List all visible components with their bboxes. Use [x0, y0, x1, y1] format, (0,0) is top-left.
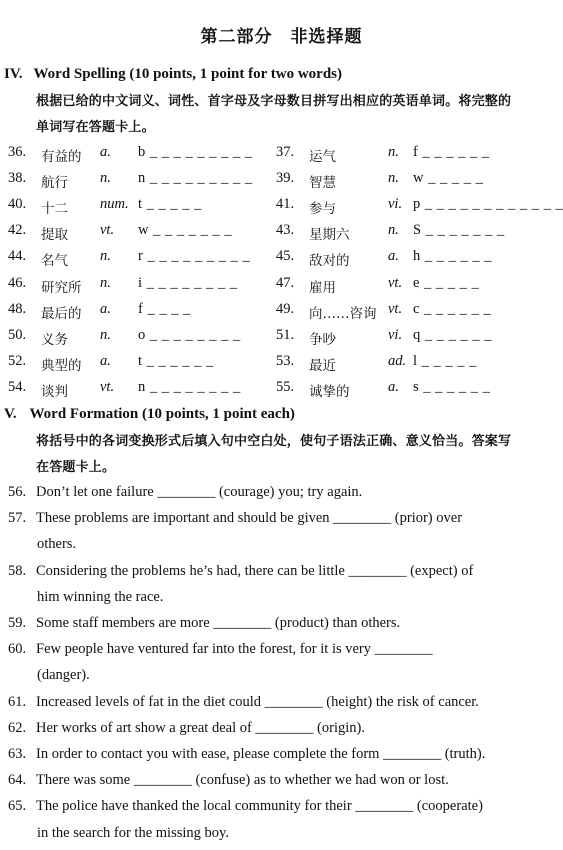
- spelling-item-pos: n.: [388, 144, 399, 160]
- formation-item-number: 63.: [8, 746, 27, 762]
- formation-item-text: The police have thanked the local community for their ________ (cooperate): [36, 798, 483, 815]
- spelling-item-chinese: 谈判: [41, 383, 68, 400]
- spelling-item-number: 48.: [8, 300, 27, 317]
- spelling-item: [276, 170, 556, 192]
- section-iv-heading: [4, 66, 342, 83]
- spelling-item-answer: b _ _ _ _ _ _ _ _ _: [138, 144, 253, 160]
- spelling-item-number: 47.: [276, 274, 295, 291]
- spelling-item-answer: w _ _ _ _ _: [413, 170, 484, 187]
- formation-item: [8, 720, 365, 737]
- spelling-item-answer: c _ _ _ _ _ _: [413, 300, 492, 317]
- formation-item-number: 64.: [8, 772, 27, 789]
- formation-item-continuation: others.: [37, 536, 77, 553]
- spelling-item-pos: n.: [100, 170, 111, 187]
- spelling-item-answer: S _ _ _ _ _ _ _: [413, 222, 505, 239]
- formation-item-text: Increased levels of fat in the diet could ________ (height) the risk of cancer.: [36, 693, 479, 710]
- spelling-item: [8, 327, 288, 349]
- spelling-item-number: 43.: [276, 222, 295, 239]
- spelling-item-chinese: 智慧: [309, 175, 336, 192]
- spelling-item-number: 39.: [276, 170, 295, 187]
- spelling-item-chinese: 最后的: [41, 305, 82, 322]
- spelling-item-pos: vt.: [100, 378, 115, 395]
- spelling-item-answer: o _ _ _ _ _ _ _ _: [138, 326, 241, 343]
- spelling-item-answer: f _ _ _ _: [138, 300, 191, 317]
- spelling-item: [8, 275, 288, 297]
- spelling-item: [276, 327, 556, 349]
- spelling-item: [276, 379, 556, 401]
- formation-item: [8, 746, 485, 763]
- spelling-item: [8, 144, 288, 166]
- spelling-item-pos: n.: [388, 170, 399, 187]
- spelling-item-chinese: 运气: [309, 149, 336, 165]
- formation-item-number: 58.: [8, 562, 27, 579]
- formation-item-number: 60.: [8, 641, 27, 658]
- formation-item: [8, 694, 479, 711]
- spelling-item-chinese: 航行: [41, 175, 68, 192]
- formation-item: [8, 615, 400, 632]
- spelling-item-number: 52.: [8, 352, 27, 369]
- spelling-item: [276, 301, 556, 323]
- spelling-item-answer: t _ _ _ _ _: [138, 196, 202, 213]
- spelling-item-number: 44.: [8, 248, 27, 265]
- spelling-item-answer: i _ _ _ _ _ _ _ _: [138, 274, 238, 291]
- spelling-item-number: 46.: [8, 274, 27, 291]
- spelling-item-pos: a.: [100, 300, 111, 317]
- spelling-item-pos: vt.: [388, 300, 403, 317]
- formation-item-text: Few people have ventured far into the forest, for it is very ________: [36, 641, 433, 658]
- spelling-item-pos: a.: [100, 144, 111, 160]
- formation-item-number: 56.: [8, 484, 27, 500]
- section-iv-instruction-line: 单词写在答题卡上。: [36, 120, 155, 135]
- spelling-item-chinese: 星期六: [309, 227, 350, 244]
- spelling-item: [276, 353, 556, 375]
- formation-item-text: Don’t let one failure ________ (courage) you; try again.: [36, 484, 363, 500]
- formation-item-text: Some staff members are more ________ (product) than others.: [36, 615, 401, 631]
- spelling-item-answer: p _ _ _ _ _ _ _ _ _ _ _ _: [413, 196, 563, 213]
- formation-item-text: These problems are important and should be given ________ (prior) over: [36, 510, 463, 527]
- spelling-item-answer: l _ _ _ _ _: [413, 352, 477, 369]
- section-v-instruction-line: 将括号中的各词变换形式后填入句中空白处，使句子语法正确、意义恰当。答案写: [36, 434, 512, 449]
- spelling-item-chinese: 名气: [41, 253, 68, 270]
- spelling-item-answer: w _ _ _ _ _ _ _: [138, 222, 233, 239]
- spelling-item-answer: q _ _ _ _ _ _: [413, 326, 492, 343]
- spelling-item-pos: a.: [388, 248, 399, 265]
- spelling-item-pos: vi.: [388, 326, 403, 343]
- spelling-item: [8, 248, 288, 270]
- spelling-item: [8, 301, 288, 323]
- spelling-item-number: 50.: [8, 326, 27, 343]
- spelling-item-pos: n.: [388, 222, 399, 239]
- spelling-item: [8, 222, 288, 244]
- formation-item-text: There was some ________ (confuse) as to whether we had won or lost.: [36, 772, 449, 789]
- spelling-item-chinese: 参与: [309, 201, 336, 218]
- spelling-item-pos: num.: [100, 196, 129, 213]
- section-iv-roman: IV.: [4, 66, 23, 82]
- spelling-item-number: 53.: [276, 352, 295, 369]
- spelling-item: [8, 170, 288, 192]
- spelling-item-answer: s _ _ _ _ _ _: [413, 378, 491, 395]
- formation-item: [8, 563, 473, 580]
- formation-item-number: 59.: [8, 615, 27, 631]
- spelling-item: [8, 196, 288, 218]
- spelling-item-answer: e _ _ _ _ _: [413, 274, 480, 291]
- spelling-item-pos: n.: [100, 248, 111, 265]
- formation-item-number: 62.: [8, 719, 27, 736]
- spelling-item-chinese: 雇用: [309, 279, 336, 296]
- spelling-item-chinese: 典型的: [41, 357, 82, 374]
- spelling-item: [276, 248, 556, 270]
- page-title: 第二部分 非选择题: [200, 27, 363, 47]
- spelling-item-number: 49.: [276, 300, 295, 317]
- formation-item: [8, 510, 462, 527]
- section-v-instruction: [36, 429, 556, 481]
- spelling-item-pos: vt.: [100, 222, 115, 239]
- spelling-item-answer: r _ _ _ _ _ _ _ _ _: [138, 248, 251, 265]
- spelling-item-pos: n.: [100, 274, 111, 291]
- formation-item-text: Her works of art show a great deal of ________ (origin).: [36, 719, 365, 736]
- formation-item-number: 57.: [8, 510, 27, 527]
- spelling-item-number: 37.: [276, 144, 295, 160]
- spelling-item-number: 45.: [276, 248, 295, 265]
- formation-item-continuation: in the search for the missing boy.: [37, 824, 229, 841]
- spelling-item-number: 42.: [8, 222, 27, 239]
- spelling-item-number: 51.: [276, 326, 295, 343]
- spelling-item: [276, 196, 563, 218]
- formation-item-continuation: (danger).: [37, 667, 90, 684]
- spelling-item-number: 54.: [8, 378, 27, 395]
- spelling-item-pos: n.: [100, 326, 111, 343]
- spelling-item-chinese: 诚挚的: [309, 383, 350, 400]
- spelling-item-number: 40.: [8, 196, 27, 213]
- spelling-item-number: 38.: [8, 170, 27, 187]
- spelling-item-chinese: 义务: [41, 331, 68, 348]
- spelling-item-chinese: 提取: [41, 227, 68, 244]
- spelling-item-pos: vi.: [388, 196, 403, 213]
- spelling-item: [276, 144, 556, 166]
- spelling-item-pos: a.: [100, 352, 111, 369]
- spelling-item-answer: n _ _ _ _ _ _ _ _: [138, 378, 241, 395]
- spelling-item-number: 41.: [276, 196, 295, 213]
- formation-item-number: 61.: [8, 693, 27, 710]
- spelling-item-pos: ad.: [388, 352, 407, 369]
- spelling-item-chinese: 研究所: [41, 279, 82, 296]
- section-v-title: Word Formation (10 points, 1 point each): [29, 406, 295, 422]
- section-v-instruction-line: 在答题卡上。: [36, 460, 116, 475]
- section-v-roman: V.: [4, 406, 17, 422]
- section-iv-title: Word Spelling (10 points, 1 point for two words): [33, 66, 342, 82]
- formation-item-text: Considering the problems he’s had, there can be little ________ (expect) of: [36, 562, 474, 579]
- spelling-item-pos: vt.: [388, 274, 403, 291]
- formation-item: [8, 641, 433, 658]
- spelling-item-answer: n _ _ _ _ _ _ _ _ _: [138, 170, 253, 187]
- formation-item: [8, 484, 362, 501]
- section-v-heading: [4, 406, 295, 423]
- spelling-item-answer: h _ _ _ _ _ _: [413, 248, 492, 265]
- spelling-item-answer: f _ _ _ _ _ _: [413, 144, 490, 160]
- spelling-item-chinese: 争吵: [309, 331, 336, 348]
- spelling-item: [276, 275, 556, 297]
- spelling-item-number: 55.: [276, 378, 295, 395]
- spelling-item-answer: t _ _ _ _ _ _: [138, 352, 214, 369]
- spelling-item-number: 36.: [8, 144, 27, 160]
- formation-item: [8, 798, 483, 815]
- spelling-item: [276, 222, 556, 244]
- spelling-item-pos: a.: [388, 378, 399, 395]
- formation-item: [8, 772, 449, 789]
- formation-item-number: 65.: [8, 798, 27, 815]
- formation-item-continuation: him winning the race.: [37, 588, 164, 605]
- formation-item-text: In order to contact you with ease, please complete the form ________ (truth).: [36, 746, 486, 762]
- spelling-item-chinese: 最近: [309, 357, 336, 374]
- section-iv-instruction-line: 根据已给的中文词义、词性、首字母及字母数目拼写出相应的英语单词。将完整的: [36, 94, 512, 109]
- spelling-item-chinese: 向……咨询: [309, 305, 377, 322]
- spelling-item: [8, 353, 288, 375]
- spelling-item-chinese: 敌对的: [309, 253, 350, 270]
- spelling-item-chinese: 有益的: [41, 149, 82, 165]
- spelling-item-chinese: 十二: [41, 201, 68, 218]
- spelling-item: [8, 379, 288, 401]
- section-iv-instruction: [36, 89, 556, 141]
